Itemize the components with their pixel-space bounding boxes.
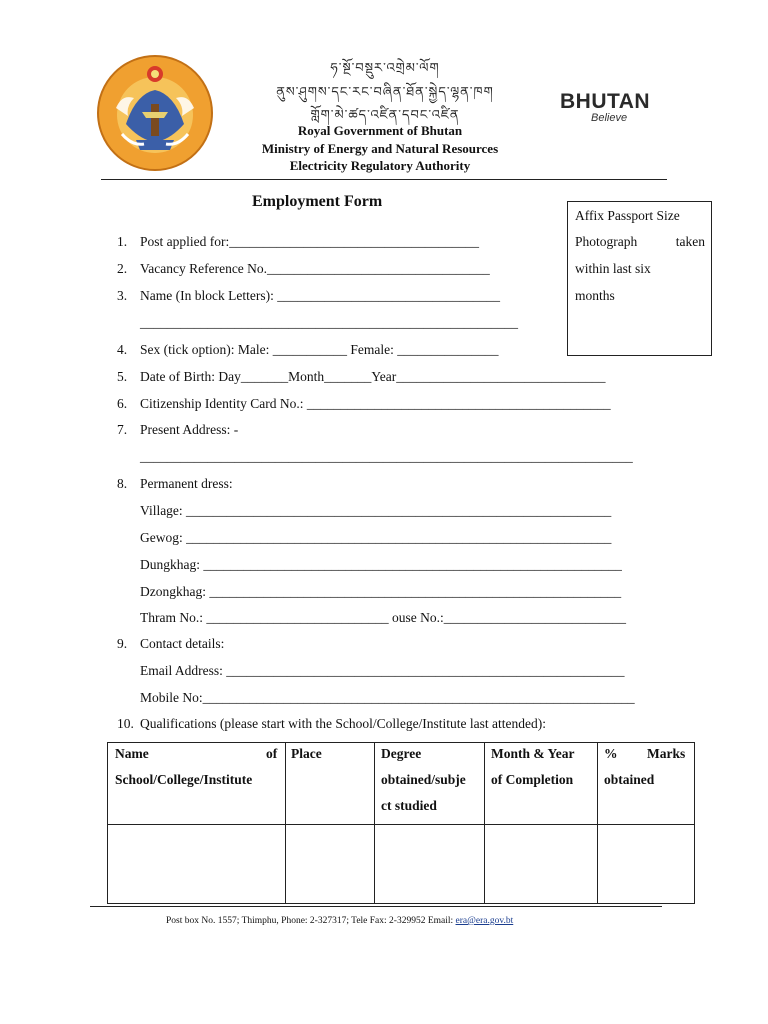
table-column-divider xyxy=(484,743,485,903)
dzongkha-line-1: ཧ་སྔོ་བསྡུར་འགྲེམ་ལོག xyxy=(330,60,440,75)
org-name-government: Royal Government of Bhutan xyxy=(297,123,463,138)
brand-tagline: Believe xyxy=(591,112,628,124)
form-title: Employment Form xyxy=(252,193,383,210)
label-contact-details: Contact details: xyxy=(140,636,225,651)
field-village[interactable]: Village: _______________________________________________________________ xyxy=(140,503,612,518)
item-number: 5. xyxy=(117,369,128,384)
item-number: 8. xyxy=(117,476,128,491)
bhutan-brand-logo: BHUTAN xyxy=(560,90,651,113)
footer-divider xyxy=(90,906,662,907)
item-number: 2. xyxy=(117,261,128,276)
header-place: Place xyxy=(291,746,322,761)
item-number: 7. xyxy=(117,422,128,437)
photo-box-line-4: months xyxy=(575,288,615,303)
photo-box-line-2 xyxy=(575,234,705,250)
header-degree-obtained: obtained/subje xyxy=(381,772,466,787)
field-thram-house-no[interactable]: Thram No.: ___________________________ ouse No.:___________________________ xyxy=(140,610,626,625)
header-obtained: obtained xyxy=(604,772,655,787)
photo-box-word-taken: taken xyxy=(675,234,705,249)
passport-photo-box xyxy=(567,201,712,356)
header-subject-studied: ct studied xyxy=(381,798,437,813)
field-gewog[interactable]: Gewog: _______________________________________________________________ xyxy=(140,530,612,545)
org-name-ministry: Ministry of Energy and Natural Resources xyxy=(261,141,499,156)
footer-contact xyxy=(166,916,513,926)
item-number: 10. xyxy=(117,716,134,731)
photo-box-line-1: Affix Passport Size xyxy=(575,208,680,223)
header-percent: % xyxy=(604,746,618,761)
header-degree: Degree xyxy=(381,746,422,761)
field-date-of-birth[interactable]: Date of Birth: Day_______Month_______Year_______________________________ xyxy=(140,369,606,384)
field-post-applied[interactable]: Post applied for:_____________________________________ xyxy=(140,234,479,249)
qualifications-table xyxy=(107,742,695,904)
label-qualifications: Qualifications (please start with the School/College/Institute last attended): xyxy=(140,716,547,731)
item-number: 9. xyxy=(117,636,128,651)
label-present-address: Present Address: - xyxy=(140,422,239,437)
item-number: 4. xyxy=(117,342,128,357)
field-sex[interactable]: Sex (tick option): Male: ___________ Female: _______________ xyxy=(140,342,499,357)
org-name-authority: Electricity Regulatory Authority xyxy=(289,158,471,173)
table-column-divider xyxy=(285,743,286,903)
royal-emblem xyxy=(96,54,214,172)
header-month-year: Month & Year xyxy=(491,746,575,761)
table-column-divider xyxy=(597,743,598,903)
header-divider xyxy=(101,179,667,180)
header-of-completion: of Completion xyxy=(491,772,574,787)
photo-box-word-photograph: Photograph xyxy=(575,234,638,249)
item-number: 1. xyxy=(117,234,128,249)
field-vacancy-reference[interactable]: Vacancy Reference No._________________________________ xyxy=(140,261,490,276)
item-number: 3. xyxy=(117,288,128,303)
table-row-divider xyxy=(108,824,694,825)
field-mobile-no[interactable]: Mobile No:________________________________________________________________ xyxy=(140,690,635,705)
label-permanent-address: Permanent dress: xyxy=(140,476,233,491)
field-present-address[interactable]: _________________________________________________________________________ xyxy=(140,449,633,464)
field-name-continuation[interactable]: ________________________________________________________ xyxy=(140,315,518,330)
footer-text: Post box No. 1557; Thimphu, Phone: 2-327317; Tele Fax: 2-329952 Email: xyxy=(166,916,456,926)
item-number: 6. xyxy=(117,396,128,411)
dzongkha-line-3: གློག་མེ་ཚད་འཛིན་དབང་འཛིན xyxy=(310,107,460,122)
header-marks: Marks xyxy=(647,746,686,761)
footer-email-link[interactable]: era@era.gov.bt xyxy=(455,916,514,926)
header-school-college-institute: School/College/Institute xyxy=(115,772,253,787)
field-email-address[interactable]: Email Address: ___________________________________________________________ xyxy=(140,663,625,678)
field-citizenship-id[interactable]: Citizenship Identity Card No.: _____________________________________________ xyxy=(140,396,611,411)
field-name[interactable]: Name (In block Letters): _________________________________ xyxy=(140,288,500,303)
header-name-of: of xyxy=(266,746,278,761)
photo-box-line-3: within last six xyxy=(575,261,651,276)
table-column-divider xyxy=(374,743,375,903)
header-name: Name xyxy=(115,746,149,761)
field-dungkhag[interactable]: Dungkhag: ______________________________________________________________ xyxy=(140,557,622,572)
dzongkha-line-2: ནུས་ཤུགས་དང་རང་བཞིན་ཐོན་སྐྱེད་ལྷན་ཁག xyxy=(276,84,494,99)
field-dzongkhag[interactable]: Dzongkhag: _____________________________________________________________ xyxy=(140,584,622,599)
